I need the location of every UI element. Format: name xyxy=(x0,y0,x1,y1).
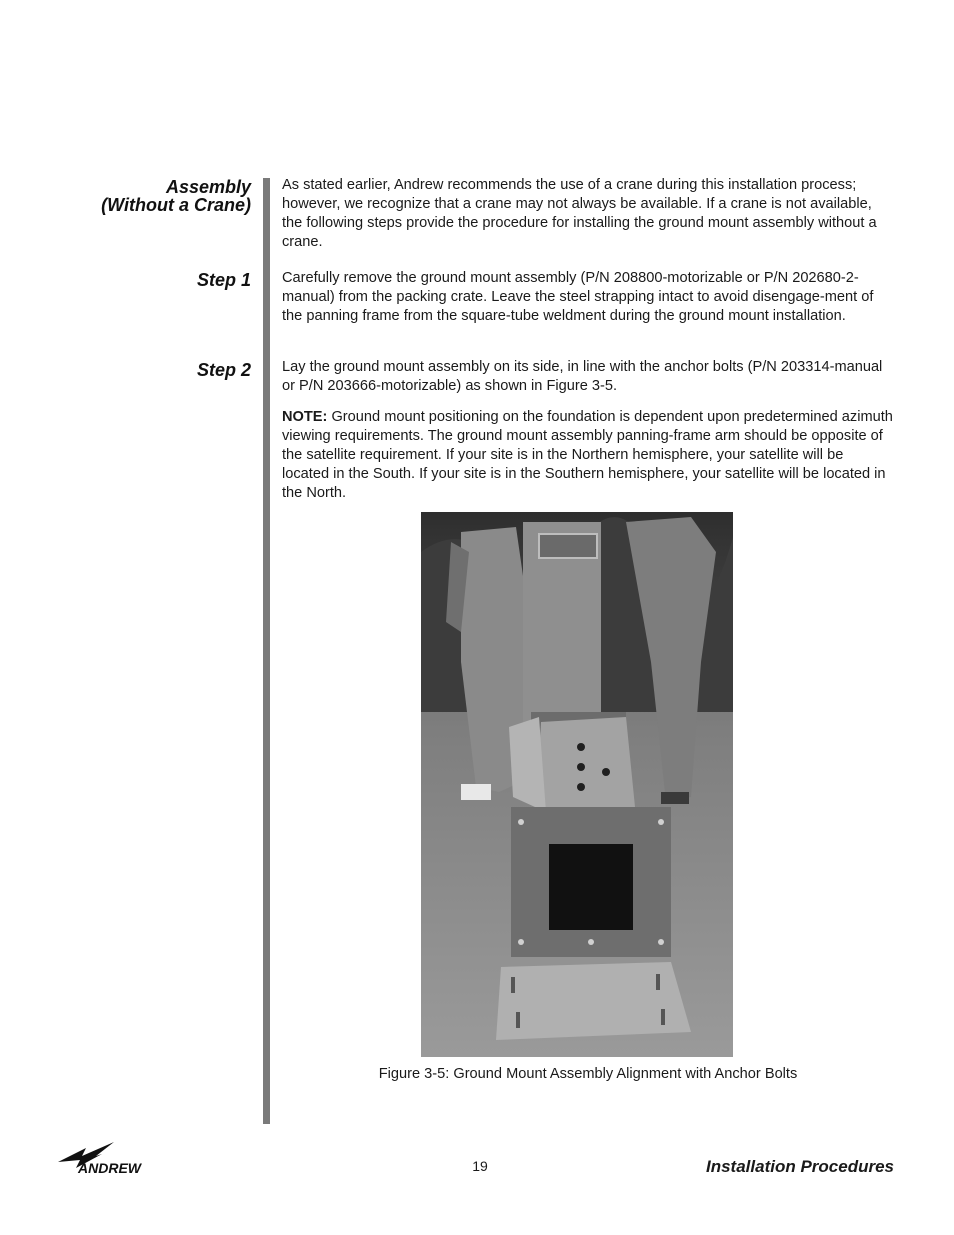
vertical-rule xyxy=(263,178,270,1124)
section-heading-assembly xyxy=(101,178,251,214)
step1-heading: Step 1 xyxy=(196,270,251,290)
intro-paragraph: As stated earlier, Andrew recommends the use of a crane during this installation process; however, we recognize that a crane may not always be available. If a crane is not available, the following steps provide the procedure for installing the ground mount assembly without a crane. xyxy=(282,177,877,250)
figure-caption: Figure 3-5: Ground Mount Assembly Alignment with Anchor Bolts xyxy=(378,1066,798,1082)
ground-mount-photo xyxy=(421,512,733,1057)
note-text: Ground mount positioning on the foundation is dependent upon predetermined azimuth viewing requirements. The ground mount assembly panning-frame arm should be opposite of the satellite requirement. If your site is in the Northern hemisphere, your satellite will be located in the South. If your site is in the Southern hemisphere, your satellite will be located in the North. xyxy=(282,409,893,501)
section-heading-line1: Assembly xyxy=(165,177,251,197)
lightning-bolt-icon xyxy=(56,1140,186,1180)
note-label: NOTE: xyxy=(282,409,328,425)
andrew-logo xyxy=(56,1140,186,1180)
note-paragraph xyxy=(282,408,894,503)
step2-paragraph: Lay the ground mount assembly on its side, in line with the anchor bolts (P/N 203314-manual or P/N 203666-motorizable) as shown in Figure 3-5. xyxy=(282,359,883,394)
figure-photo xyxy=(421,512,733,1057)
page-number: 19 xyxy=(472,1158,488,1174)
logo-text: ANDREW xyxy=(78,1160,141,1176)
step1-paragraph: Carefully remove the ground mount assembly (P/N 208800-motorizable or P/N 202680-2- manual) from the packing crate. Leave the steel strapping intact to avoid disengage-ment of the panning frame from the square-tube weldment during the ground mount installation. xyxy=(282,270,874,324)
step2-heading: Step 2 xyxy=(196,360,251,380)
footer-section-title: Installation Procedures xyxy=(706,1157,894,1176)
section-heading-line2: (Without a Crane) xyxy=(101,195,251,215)
